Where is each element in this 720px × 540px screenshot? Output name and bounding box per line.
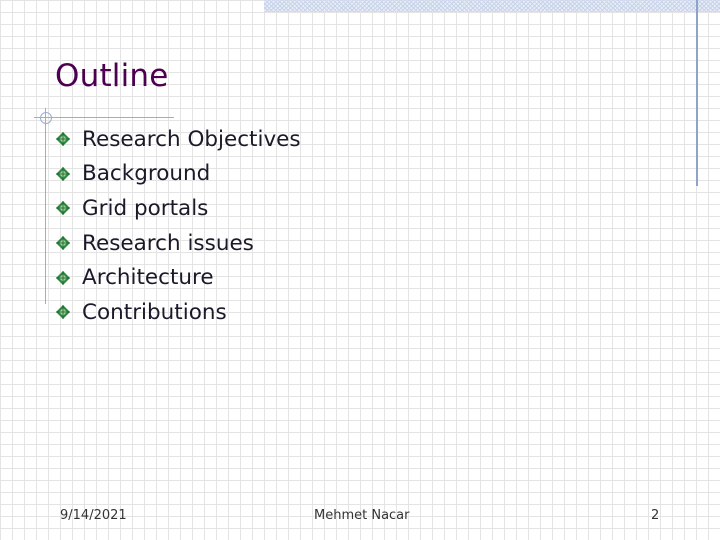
- diamond-bullet-icon: [56, 236, 70, 250]
- bullet-list: [56, 122, 301, 330]
- diamond-bullet-icon: [56, 132, 70, 146]
- bullet-label: Research Objectives: [82, 126, 301, 152]
- bullet-label: Grid portals: [82, 195, 209, 221]
- bullet-item: [56, 122, 301, 157]
- decorative-crosshair-icon: [40, 112, 52, 124]
- bullet-label: Architecture: [82, 265, 214, 291]
- decorative-vertical-rule: [45, 108, 46, 304]
- bullet-item: [56, 260, 301, 295]
- bullet-item: [56, 157, 301, 192]
- page-number: 2: [651, 508, 660, 523]
- bullet-item: [56, 226, 301, 261]
- bullet-label: Research issues: [82, 230, 254, 256]
- diamond-bullet-icon: [56, 305, 70, 319]
- diamond-bullet-icon: [56, 201, 70, 215]
- title-underline: [34, 117, 174, 118]
- diamond-bullet-icon: [56, 167, 70, 181]
- footer-author: Mehmet Nacar: [314, 508, 410, 523]
- decorative-top-band: [264, 0, 720, 12]
- bullet-item: [56, 295, 301, 330]
- bullet-item: [56, 191, 301, 226]
- footer-date: 9/14/2021: [60, 508, 127, 523]
- diamond-bullet-icon: [56, 271, 70, 285]
- bullet-label: Contributions: [82, 299, 227, 325]
- bullet-label: Background: [82, 161, 211, 187]
- decorative-right-rule: [696, 0, 698, 186]
- slide-title: Outline: [55, 58, 169, 94]
